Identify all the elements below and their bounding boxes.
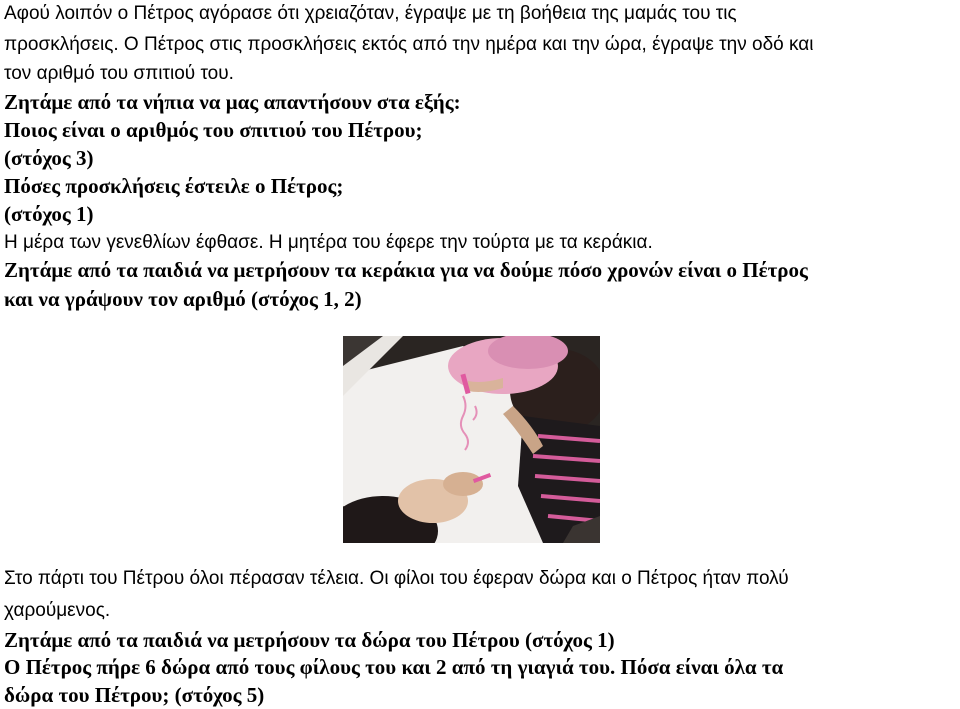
party-line-2: χαρούμενος.	[4, 600, 111, 621]
question-2-goal: (στόχος 1)	[4, 202, 94, 226]
question-2: Πόσες προσκλήσεις έστειλε ο Πέτρος;	[4, 174, 344, 198]
intro-line-1: Αφού λοιπόν ο Πέτρος αγόρασε ότι χρειαζόταν, έγραψε με τη βοήθεια της μαμάς του τις	[4, 3, 737, 24]
intro-line-2: προσκλήσεις. Ο Πέτρος στις προσκλήσεις εκτός από την ημέρα και την ώρα, έγραψε την οδό και	[4, 34, 814, 55]
candles-task-line-1: Ζητάμε από τα παιδιά να μετρήσουν τα κεράκια για να δούμε πόσο χρονών είναι ο Πέτρος	[4, 258, 808, 282]
gifts-task: Ζητάμε από τα παιδιά να μετρήσουν τα δώρα του Πέτρου (στόχος 1)	[4, 628, 615, 652]
party-line-1: Στο πάρτι του Πέτρου όλοι πέρασαν τέλεια. Οι φίλοι του έφεραν δώρα και ο Πέτρος ήταν πολύ	[4, 568, 789, 589]
candles-task-line-2: και να γράψουν τον αριθμό (στόχος 1, 2)	[4, 287, 362, 311]
question-prompt: Ζητάμε από τα νήπια να μας απαντήσουν στα εξής:	[4, 90, 461, 114]
birthday-line: Η μέρα των γενεθλίων έφθασε. Η μητέρα του έφερε την τούρτα με τα κεράκια.	[4, 232, 653, 253]
gifts-sum-task-line-1: Ο Πέτρος πήρε 6 δώρα από τους φίλους του και 2 από τη γιαγιά του. Πόσα είναι όλα τα	[4, 655, 784, 679]
question-1-goal: (στόχος 3)	[4, 146, 94, 170]
intro-line-3: τον αριθμό του σπιτιού του.	[4, 63, 234, 84]
gifts-sum-task-line-2: δώρα του Πέτρου; (στόχος 5)	[4, 683, 265, 707]
question-1: Ποιος είναι ο αριθμός του σπιτιού του Πέτρου;	[4, 118, 423, 142]
children-drawing-photo	[343, 336, 600, 543]
